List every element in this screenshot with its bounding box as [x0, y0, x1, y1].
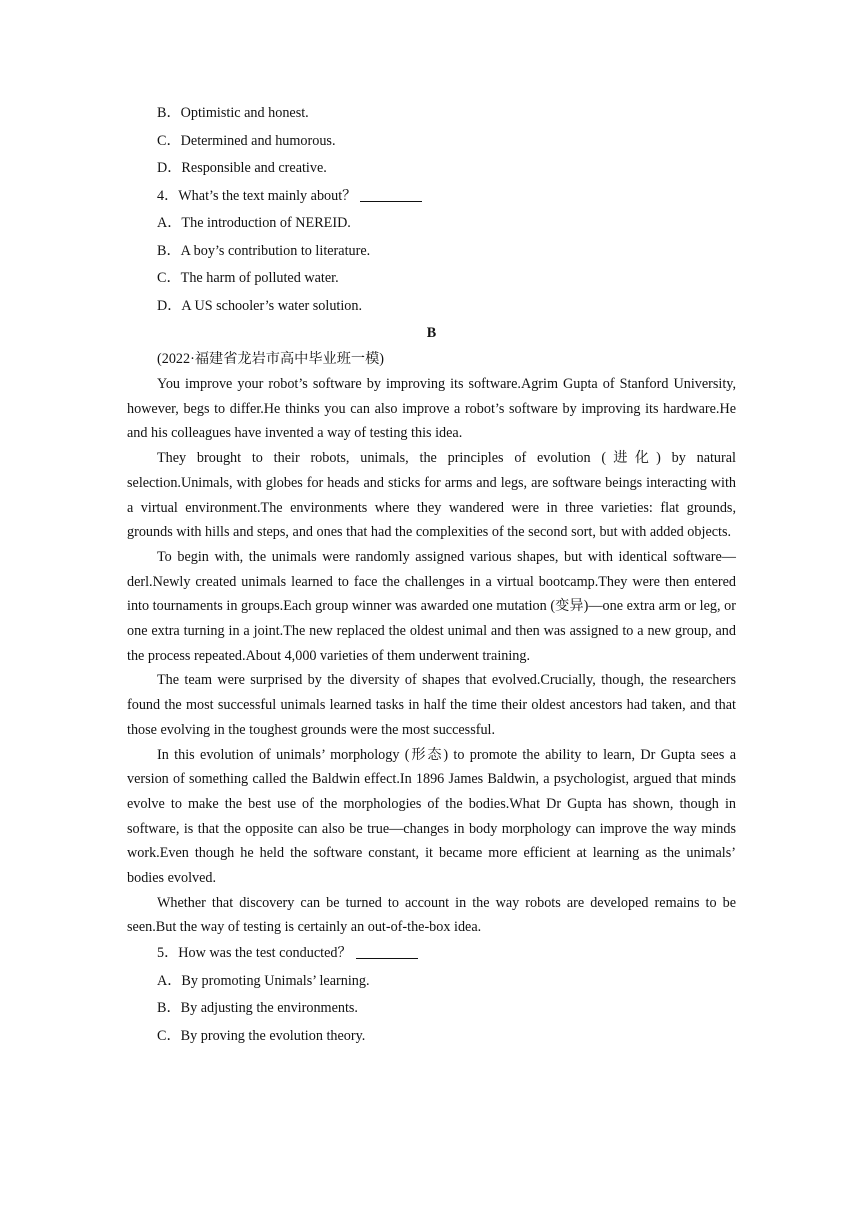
q4-stem: [127, 183, 736, 211]
section-source: (2022·福建省龙岩市高中毕业班一模): [157, 351, 384, 367]
q4-option-d: D．A US schooler’s water solution.: [157, 297, 363, 314]
q4-stem-text: 4．What’s the text mainly about？: [157, 187, 357, 204]
q5-option-b: B．By adjusting the environments.: [157, 1000, 358, 1017]
q4-option-c: C．The harm of polluted water.: [157, 270, 339, 286]
q3-option-c: C．Determined and humorous.: [157, 132, 336, 149]
q5-answer-blank: [356, 942, 418, 959]
passage-paragraph-3: To begin with, the unimals were randomly assigned various shapes, but with identical software—derl.Newly created unimals learned to face the challenges in a virtual bootcamp.They were then entered into tournaments in groups.Each group winner was awarded one mutation (变异)—one extra arm or leg, or one extra turning in a joint.The new replaced the oldest unimal and then was assigned to a new group, and the process repeated.About 4,000 varieties of them underwent training.: [127, 548, 736, 664]
q3-option-b: B．Optimistic and honest.: [157, 105, 309, 121]
q4-option-b: B．A boy’s contribution to literature.: [157, 242, 371, 259]
q5-stem: [127, 940, 736, 968]
passage-paragraph-5: In this evolution of unimals’ morphology (形态) to promote the ability to learn, Dr Gupta sees a version of something called the Baldwin effect.In 1896 James Baldwin, a psychologist, argued that minds evolve to make the best use of the morphologies of the bodies.What Dr Gupta has shown, though in software, is that the opposite can also be true—changes in body morphology can improve the way minds work.Even though he held the software constant, it became more efficient at learning as the unimals’ bodies evolved.: [127, 746, 736, 887]
document-content: [127, 100, 736, 1050]
q5-option-c: C．By proving the evolution theory.: [157, 1027, 366, 1044]
q5-stem-text: 5．How was the test conducted？: [157, 945, 352, 962]
q5-option-a: A．By promoting Unimals’ learning.: [157, 972, 370, 989]
passage-paragraph-4: The team were surprised by the diversity of shapes that evolved.Crucially, though, the researchers found the most successful unimals learned tasks in half the time their oldest ancestors had taken, and that those evolving in the toughest grounds were the most successful.: [127, 672, 736, 738]
q4-answer-blank: [360, 185, 422, 202]
q3-option-d: D．Responsible and creative.: [157, 160, 327, 176]
section-label: B: [426, 325, 437, 341]
passage-paragraph-1: You improve your robot’s software by improving its software.Agrim Gupta of Stanford University, however, begs to differ.He thinks you can also improve a robot’s software by improving its hardware.He and his colleagues have invented a way of testing this idea.: [127, 376, 736, 442]
passage-paragraph-2: They brought to their robots, unimals, the principles of evolution (进化) by natural selection.Unimals, with globes for heads and sticks for arms and legs, are software beings interacting with a virtual environment.The environments where they wandered were in three varieties: flat grounds, grounds with hills and steps, and ones that had the complexities of the second sort, but with added objects.: [127, 450, 736, 541]
passage-paragraph-6: Whether that discovery can be turned to account in the way robots are developed remains to be seen.But the way of testing is certainly an out-of-the-box idea.: [127, 894, 736, 936]
q4-option-a: A．The introduction of NEREID.: [157, 215, 351, 231]
